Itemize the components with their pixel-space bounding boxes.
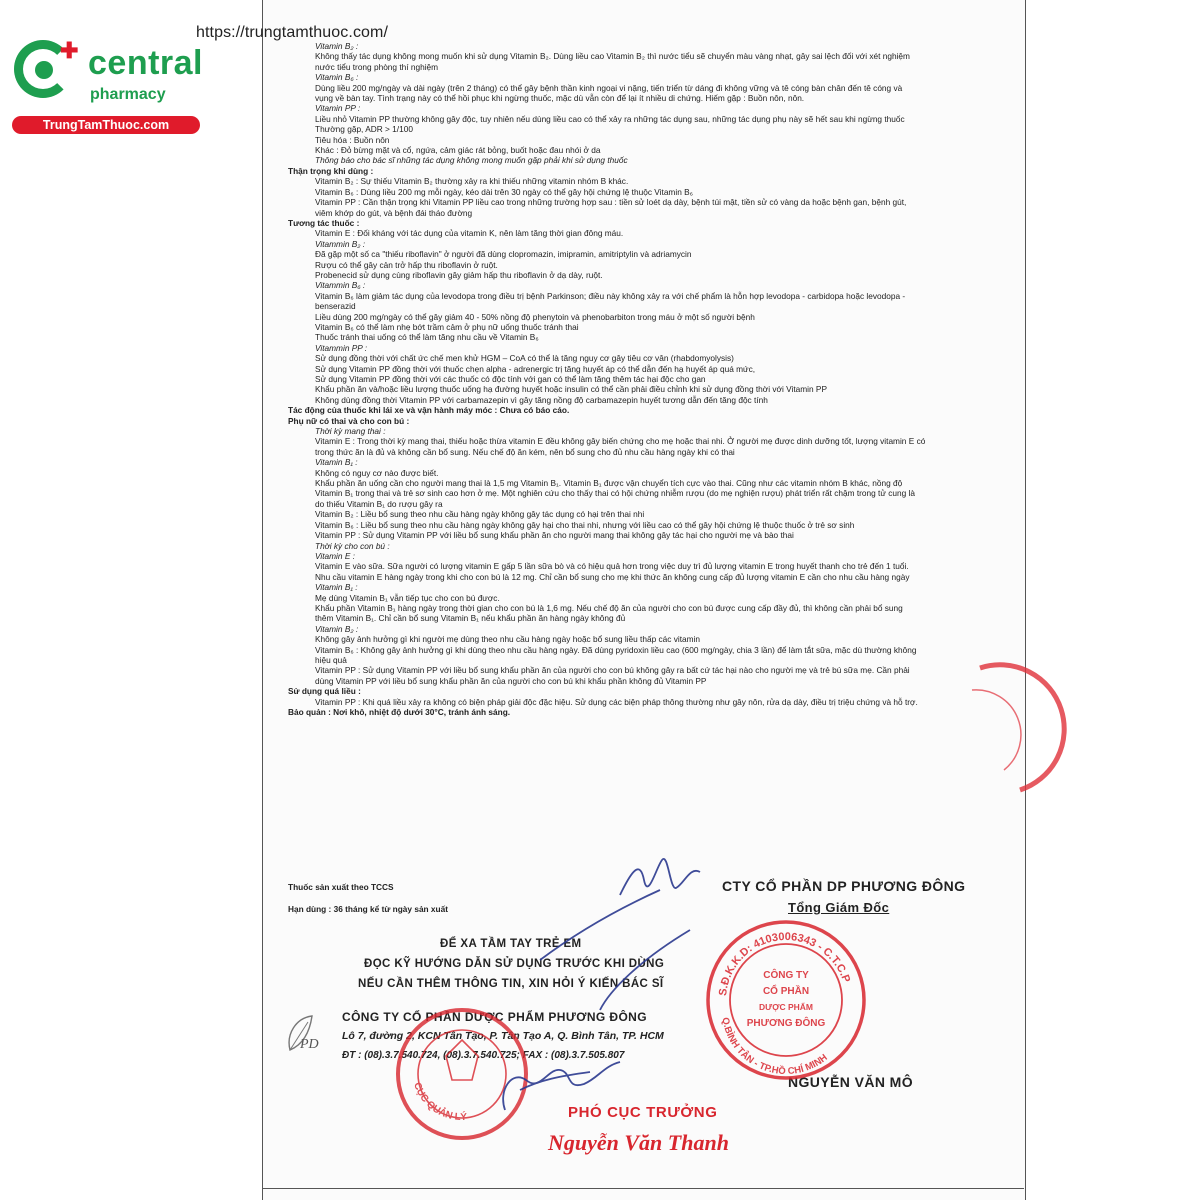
body-line: Liều dùng 200 mg/ngày có thể gây giảm 40 - 50% nồng độ phenytoin và phenobarbiton trong máu ở một số người bệnh xyxy=(315,311,755,322)
subsection-label: Vitamin PP : xyxy=(315,103,361,114)
subsection-label: Thông báo cho bác sĩ những tác dụng không mong muốn gặp phải khi sử dụng thuốc xyxy=(315,155,628,166)
body-line: Nhu cầu vitamin E hàng ngày trong khi cho con bú là 12 mg. Chỉ cần bổ sung cho mẹ khi thức ăn không cung cấp đủ lượng vitamin E cần cho nhu cầu hàng ngày xyxy=(315,571,910,582)
authority-name: Nguyễn Văn Thanh xyxy=(548,1130,729,1155)
body-line: Vitamin PP : Sử dụng Vitamin PP với liều bổ sung khẩu phần ăn cho người mang thai không gây tác hại cho người mẹ và bào thai xyxy=(315,530,794,541)
body-line: do thiếu Vitamin B₁ do rượu gây ra xyxy=(315,498,443,509)
subsection-label: Vitamin B₁ : xyxy=(315,457,358,468)
subsection-label: Vitamin B₂ : xyxy=(315,41,359,51)
body-line: Khẩu phần ăn uống cần cho người mang thai là 1,5 mg Vitamin B₁. Vitamin B₁ được vận chuyển tích cực vào thai. Cũng như các vitamin nhóm B khác, nồng độ xyxy=(315,478,903,489)
svg-text:CỤC QUẢN LÝ xyxy=(411,1081,467,1123)
body-line: Vitamin B₆ : Liều bổ sung theo nhu cầu hàng ngày không gây hại cho thai nhi, nhưng với liều cao có thể gây hội chứng lệ thuộc thuốc ở trẻ sơ sinh xyxy=(315,519,855,530)
subsection-label: Vitamin B₆ : xyxy=(315,72,359,83)
authority-stamp-ring-text: CỤC QUẢN LÝ xyxy=(411,1081,468,1124)
subsection-label: Vitammin PP : xyxy=(315,342,368,353)
section-heading: Tác động của thuốc khi lái xe và vận hành máy móc : Chưa có báo cáo. xyxy=(288,405,570,416)
manufacturer-name: CÔNG TY CỔ PHẦN DƯỢC PHẨM PHƯƠNG ĐÔNG xyxy=(342,1010,647,1024)
section-heading: Sử dụng quá liều : xyxy=(288,686,361,697)
subsection-label: Thời kỳ mang thai : xyxy=(315,426,386,437)
body-line: Rượu có thể gây cản trở hấp thu riboflavin ở ruột. xyxy=(315,259,498,270)
body-line: Tiêu hóa : Buồn nôn xyxy=(315,134,390,145)
manufacturer-address: Lô 7, đường 2, KCN Tân Tạo, P. Tân Tạo A, Q. Bình Tân, TP. HCM xyxy=(342,1030,664,1042)
body-line: Không có nguy cơ nào được biết. xyxy=(315,467,439,478)
body-line: Vitamin E : Trong thời kỳ mang thai, thiếu hoặc thừa vitamin E đều không gây biến chứng cho mẹ hoặc thai nhi. Ở người mẹ được dinh dưỡng tốt, lượng vitamin E có xyxy=(315,436,926,447)
section-heading: Phụ nữ có thai và cho con bú : xyxy=(288,415,410,426)
body-line: Khác : Đỏ bừng mặt và cổ, ngứa, cảm giác rát bỏng, buốt hoặc đau nhói ở da xyxy=(315,145,601,156)
body-line: Vitamin B₁ trong thai và trẻ sơ sinh cao hơn ở mẹ. Một nghiên cứu cho thấy thai có hội chứng nhiễm rượu (do mẹ nghiện rượu) phát triển rất chậm trong tử cung là xyxy=(315,488,915,499)
body-line: Vitamin B₆ có thể làm nhẹ bớt trầm cảm ở phụ nữ uống thuốc tránh thai xyxy=(315,321,579,332)
body-line: Vitamin PP : Sử dụng Vitamin PP với liều bổ sung khẩu phần ăn của người cho con bú không gây ra bất cứ tác hại nào cho người mẹ và trẻ bú sữa mẹ. Cần phải xyxy=(315,665,910,676)
body-line: viêm khớp do gút, và bệnh đái tháo đường xyxy=(315,207,473,218)
logo-plus-icon: ✚ xyxy=(60,38,79,63)
body-line: hiệu quả xyxy=(315,654,347,665)
body-line: Mẹ dùng Vitamin B₁ vẫn tiếp tục cho con bú được. xyxy=(315,592,500,603)
approval-stamp-arc xyxy=(972,665,1064,790)
subsection-label: Vitamin B₂ : xyxy=(315,623,359,634)
company-stamp-line-1: CÔNG TY xyxy=(763,970,809,981)
company-stamp-line-2: CỔ PHẦN xyxy=(762,986,810,997)
body-line: thêm Vitamin B₁. Chỉ cần bổ sung Vitamin B₁ nếu khẩu phần ăn hàng ngày không đủ xyxy=(315,613,626,624)
subsection-label: Vitammin B₆ : xyxy=(315,280,366,291)
body-line: Khẩu phần ăn và/hoặc liều lượng thuốc uống hạ đường huyết hoặc insulin có thể cần phải điều chỉnh khi sử dụng đồng thời với Vitamin PP xyxy=(315,384,827,395)
emblem-star-icon xyxy=(446,1040,478,1080)
body-line: Vitamin PP : Cần thận trọng khi Vitamin PP liều cao trong những trường hợp sau : tiền sử loét dạ dày, bệnh túi mật, tiền sử có vàng da hoặc bệnh gan, bệnh gút, xyxy=(315,197,907,208)
body-line: Đã gặp một số ca "thiếu riboflavin" ở người đã dùng clopromazin, imipramin, amitriptylin và adriamycin xyxy=(315,249,692,260)
body-line: Vitamin E : Đối kháng với tác dụng của vitamin K, nên làm tăng thời gian đông máu. xyxy=(315,228,624,239)
logo-brand: central xyxy=(88,44,203,82)
section-heading: Tương tác thuốc : xyxy=(288,217,360,228)
manufacturer-phone: ĐT : (08).3.7.540.724, (08).3.7.540.725; FAX : (08).3.7.505.807 xyxy=(342,1050,625,1061)
body-line: Khẩu phần Vitamin B₁ hàng ngày trong thời gian cho con bú là 1,6 mg. Nếu chế độ ăn của người cho con bú được cung cấp đầy đủ, thì không cần phải bổ sung xyxy=(315,602,903,613)
section-heading: Thận trọng khi dùng : xyxy=(288,165,374,176)
director-signature xyxy=(540,859,700,1010)
body-line: Không gây ảnh hưởng gì khi người mẹ dùng theo nhu cầu hàng ngày hoặc bổ sung liều thấp các vitamin xyxy=(315,634,701,645)
expiry-line: Hạn dùng : 36 tháng kể từ ngày sản xuất xyxy=(288,904,448,914)
company-stamp-bottom-text: Q.BÌNH TÂN - TP.HỒ CHÍ MINH xyxy=(719,1016,830,1078)
signer-company: CTY CỔ PHẦN DP PHƯƠNG ĐÔNG xyxy=(722,878,966,894)
body-line: vụng về bàn tay. Tình trạng này có thể hồi phục khi ngừng thuốc, mặc dù vẫn còn để lại ít nhiều di chứng. Hiếm gặp : Buồn nôn, nôn. xyxy=(315,93,805,104)
body-line: dùng Vitamin PP với liều bổ sung khẩu phần ăn của người cho con bú khi khẩu phần không đủ Vitamin PP xyxy=(315,675,707,686)
source-url[interactable]: https://trungtamthuoc.com/ xyxy=(196,24,389,41)
body-line: Vitamin B₆ làm giảm tác dụng của levodopa trong điều trị bệnh Parkinson; điều này không xảy ra với chế phẩm là hỗn hợp levodopa - carbidopa hoặc levodopa - xyxy=(315,290,906,301)
section-heading: Bảo quản : Nơi khô, nhiệt độ dưới 30°C, tránh ánh sáng. xyxy=(288,707,511,717)
body-line: Thường gặp, ADR > 1/100 xyxy=(315,124,413,135)
body-line: Sử dụng Vitamin PP đồng thời với thuốc chẹn alpha - adrenergic trị tăng huyết áp có thể dẫn đến hạ huyết áp quá mức, xyxy=(315,363,756,374)
body-line: Vitamin B₂ : Liều bổ sung theo nhu cầu hàng ngày không gây tác dụng có hại trên thai nhi xyxy=(315,509,645,520)
authority-stamp xyxy=(398,1010,526,1138)
body-line: Sử dụng đồng thời với chất ức chế men khử HGM – CoA có thể là tăng nguy cơ gây tiêu cơ vân (rhabdomyolysis) xyxy=(315,353,734,364)
company-stamp xyxy=(708,922,864,1078)
body-line: Dùng liều 200 mg/ngày và dài ngày (trên 2 tháng) có thể gây bệnh thần kinh ngoại vi nặng, tiến triển từ dáng đi không vững và tê cóng bàn chân đến tê cóng và xyxy=(315,82,903,93)
body-line: Vitamin B₆ : Không gây ảnh hưởng gì khi dùng theo nhu cầu hàng ngày. Đã dùng pyridoxin liều cao (600 mg/ngày, chia 3 lần) để làm tắt sữa, mặc dù thường không xyxy=(315,644,917,655)
subsection-label: Vitamin B₁ : xyxy=(315,582,358,593)
body-line: nước tiểu trong phòng thí nghiệm xyxy=(315,61,439,72)
body-line: Vitamin PP : Khi quá liều xảy ra không có biện pháp giải độc đặc hiệu. Sử dụng các biện pháp thông thường như gây nôn, rửa dạ dày, điều trị triệu chứng và hỗ trợ. xyxy=(315,696,918,707)
warning-line-2: ĐỌC KỸ HƯỚNG DẪN SỬ DỤNG TRƯỚC KHI DÙNG xyxy=(364,958,665,970)
body-line: Vitamin B₂ : Sự thiếu Vitamin B₂ thường xảy ra khi thiếu những vitamin nhóm B khác. xyxy=(315,176,629,187)
body-line: benserazid xyxy=(315,301,356,312)
body-line: Không dùng đồng thời Vitamin PP với carbamazepin vì gây tăng nồng độ carbamazepin huyết tương dẫn đến tăng độc tính xyxy=(315,394,768,405)
subsection-label: Vitammin B₂ : xyxy=(315,238,366,249)
standard-line: Thuốc sản xuất theo TCCS xyxy=(288,882,394,892)
body-line: Vitamin E vào sữa. Sữa người có lượng vitamin E gấp 5 lần sữa bò và có hiệu quả hơn trong việc duy trì đủ lượng vitamin E trong huyết thanh cho trẻ đến 1 tuổi. xyxy=(315,561,909,572)
company-stamp-line-4: PHƯƠNG ĐÔNG xyxy=(746,1018,826,1029)
subsection-label: Vitamin E : xyxy=(315,550,355,561)
warning-line-3: NẾU CẦN THÊM THÔNG TIN, XIN HỎI Ý KIẾN BÁC SĨ xyxy=(358,978,664,990)
pd-logo-text: PD xyxy=(300,1037,319,1052)
warning-line-1: ĐỂ XA TẦM TAY TRẺ EM xyxy=(440,938,582,950)
body-line: Liều nhỏ Vitamin PP thường không gây độc, tuy nhiên nếu dùng liều cao có thể xảy ra những tác dụng sau, những tác dụng phụ này sẽ hết sau khi ngừng thuốc xyxy=(315,113,905,124)
body-line: trong thức ăn là đủ và không cần bổ sung. Nếu chế độ ăn kém, nên bổ sung cho đủ nhu cầu hàng ngày khi có thai xyxy=(315,446,735,457)
subsection-label: Thời kỳ cho con bú : xyxy=(315,540,390,551)
logo-sub: pharmacy xyxy=(90,86,166,103)
body-line: Sử dụng Vitamin PP đồng thời với các thuốc có độc tính với gan có thể làm tăng thêm tác hại độc cho gan xyxy=(315,374,706,384)
body-line: Không thấy tác dụng không mong muốn khi sử dụng Vitamin B₂. Dùng liều cao Vitamin B₂ thì nước tiểu sẽ chuyển màu vàng nhạt, gây sai lệch đối với xét nghiệm xyxy=(315,51,910,62)
logo-site-bar: TrungTamThuoc.com xyxy=(12,116,200,134)
signer-title: Tổng Giám Đốc xyxy=(788,900,890,915)
authority-title: PHÓ CỤC TRƯỞNG xyxy=(568,1104,718,1121)
body-line: Vitamin B₆ : Dùng liều 200 mg mỗi ngày, kéo dài trên 30 ngày có thể gây hội chứng lệ thuộc Vitamin B₆ xyxy=(315,186,693,197)
body-line: Probenecid sử dụng cùng riboflavin gây giảm hấp thu riboflavin ở dạ dày, ruột. xyxy=(315,269,603,280)
company-stamp-line-3: DƯỢC PHẨM xyxy=(759,1002,813,1012)
company-stamp-ring-text: S.Đ.K.K.D: 4103006343 - C.T.C.P xyxy=(717,930,853,997)
signer-name: NGUYỄN VĂN MÔ xyxy=(788,1074,913,1090)
body-line: Thuốc tránh thai uống có thể làm tăng nhu cầu về Vitamin B₆ xyxy=(315,332,539,343)
